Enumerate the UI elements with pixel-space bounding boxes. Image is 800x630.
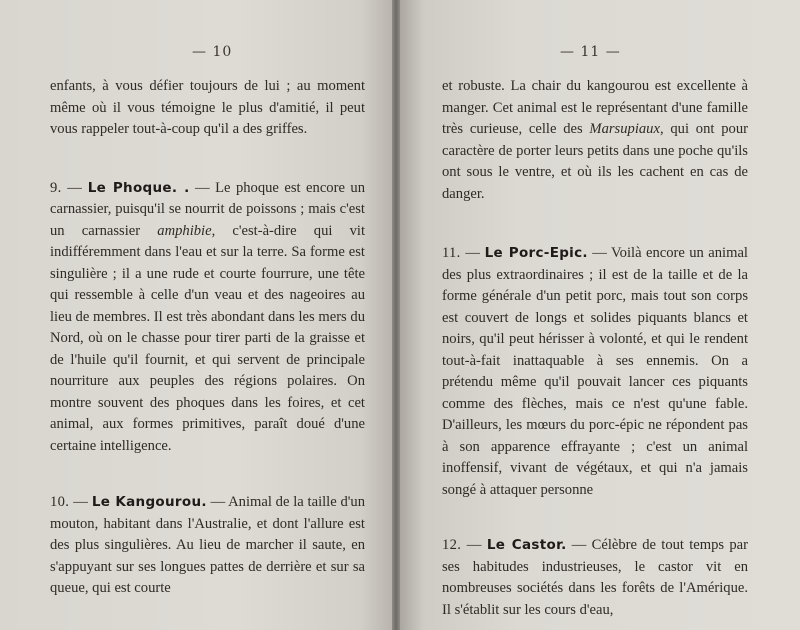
left-page	[0, 0, 392, 630]
entry-body: — Voilà encore un animal des plus extraordinaires ; il est de la taille et de la forme générale d'un petit porc, mais tout son corps est couvert de longs et solides piquants blancs et noirs, qu'il peut hérisser à volonté, et qui le rendent tout-à-fait inattaquable à ses ennemis. On a prétendu même qu'il pouvait lancer ces piquants comme des flèches, mais ce n'est qu'une fable. D'ailleurs, les mœurs du porc-épic ne répondent pas à son apparence effrayante ; c'est un animal inoffensif, vivant de végétaux, et qui n'a jamais songé à attaquer personne	[442, 245, 748, 498]
entry-castor	[442, 535, 748, 621]
entry-body: — Animal de la taille d'un mouton, habitant dans l'Australie, et dont l'allure est des plus singulières. Au lieu de marcher il saute, en s'appuyant sur ses longues pattes de derrière et sur sa queue, qui est courte	[50, 494, 366, 596]
book-gutter	[392, 0, 400, 630]
entry-body-continued: , c'est-à-dire qui vit indifféremment dans l'eau et sur la terre. Sa forme est singulière ; il a une rude et courte fourrure, une tête qui ressemble à celle d'un veau et des nageoires au lieu de membres. Il est très abondant dans les mers du Nord, où on le chasse pour tirer parti de la graisse et de l'huile qu'il fournit, et qui servent de principale nourriture aux peuples des régions polaires. On montre souvent des phoques dans les foires, et cet animal, aux formes primitives, paraît doué d'une certaine intelligence.	[50, 222, 365, 454]
entry-number: 11. —	[442, 245, 481, 261]
entry-heading: Le Kangourou.	[91, 494, 207, 510]
entry-number: 10. —	[50, 494, 89, 510]
continuation-emphasis: Marsupiaux	[589, 121, 660, 137]
left-page-text	[50, 76, 365, 600]
entry-heading: Le Castor.	[486, 537, 567, 553]
page-number-left: — 10	[192, 44, 233, 60]
entry-number: 9. —	[50, 179, 83, 196]
entry-emphasis: amphibie	[157, 222, 212, 239]
entry-body: — Célèbre de tout temps par ses habitudes industrieuses, le castor vit en nombreuses sociétés dans les forêts de l'Amérique. Il s'établit sur les cours d'eau,	[442, 537, 748, 618]
entry-body: — Le phoque est encore un carnassier, puisqu'il se nourrit de poissons ; mais c'est un carnassier	[50, 179, 366, 239]
continuation-paragraph: enfants, à vous défier toujours de lui ; au moment même où il vous témoigne le plus d'amitié, il peut vous rappeler tout-à-coup qu'il a des griffes.	[50, 78, 365, 137]
right-page-text	[442, 76, 748, 621]
continuation-text-end: , qui ont pour caractère de porter leurs petits dans une poche qu'ils ont sous le ventre, et où ils les cachent en cas de danger.	[442, 121, 748, 202]
entry-kangourou	[50, 492, 365, 600]
continuation-text: et robuste. La chair du kangourou est excellente à manger. Cet animal est le représentant d'une famille très curieuse, celle des	[442, 78, 748, 137]
entry-heading: Le Porc-Epic.	[484, 245, 588, 261]
entry-number: 12. —	[442, 537, 482, 553]
continuation-paragraph	[442, 76, 748, 205]
right-page	[400, 0, 800, 630]
entry-phoque	[50, 178, 365, 458]
entry-porc-epic	[442, 243, 748, 501]
entry-heading: Le Phoque. .	[87, 179, 190, 196]
page-number-right: — 11 —	[560, 44, 621, 60]
